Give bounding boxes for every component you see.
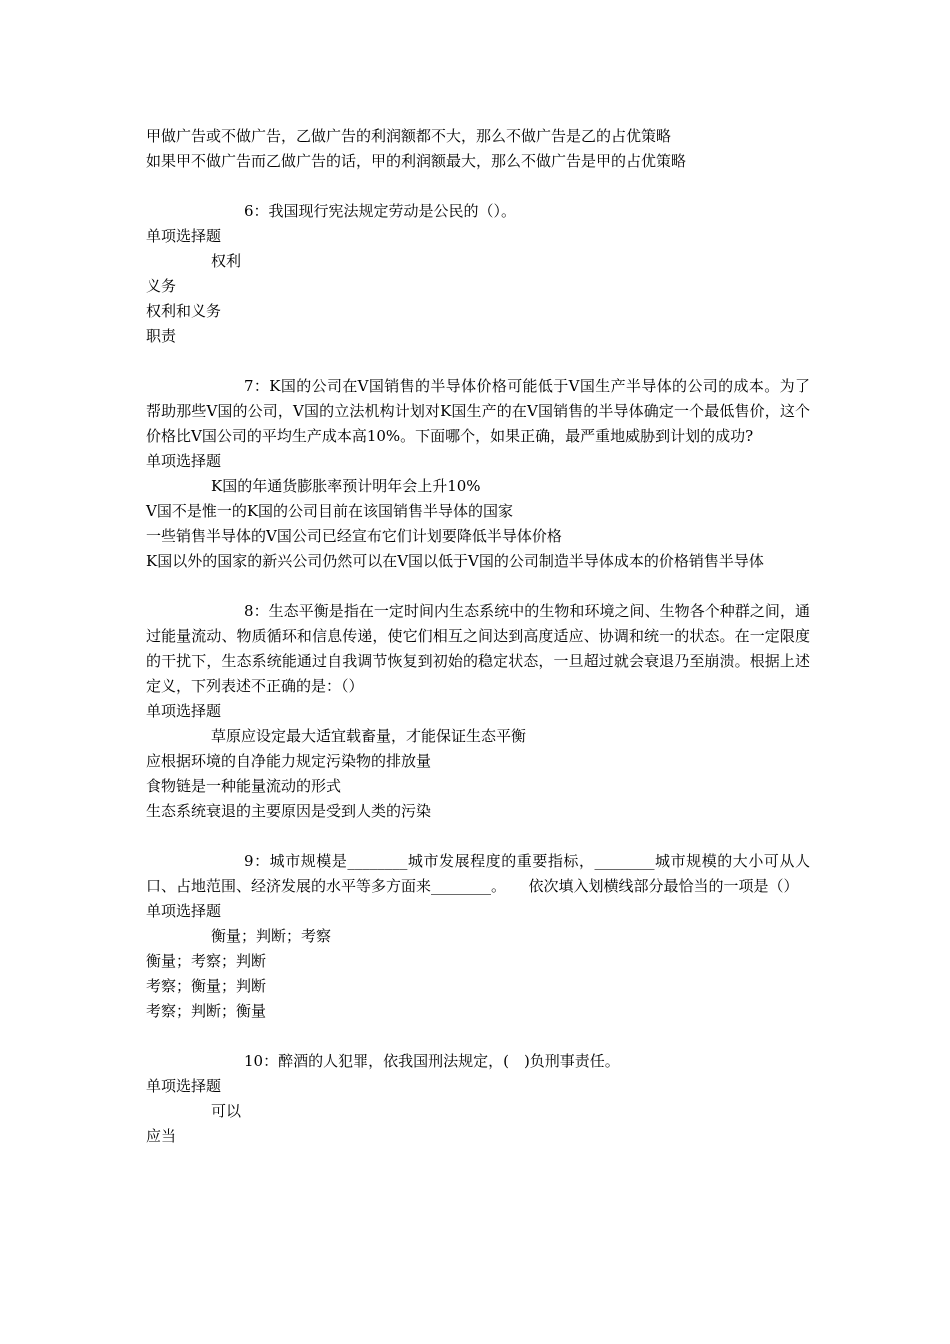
question-type: 单项选择题 xyxy=(146,227,222,245)
option-item: V国不是惟一的K国的公司目前在该国销售半导体的国家 xyxy=(146,502,514,520)
previous-question-options xyxy=(146,124,810,174)
option-item: 考察；判断；衡量 xyxy=(146,1002,267,1020)
question-text: 8：生态平衡是指在一定时间内生态系统中的生物和环境之间、生物各个种群之间，通过能量流动、物质循环和信息传递，使它们相互之间达到高度适应、协调和统一的状态。在一定限度的干扰下，生态系统能通过自我调节恢复到初始的稳定状态，一旦超过就会衰退乃至崩溃。根据上述定义，下列表述不正确的是：（） xyxy=(146,602,810,695)
question-text: 9：城市规模是________城市发展程度的重要指标，________城市规模的大小可从人口、占地范围、经济发展的水平等多方面来________。 依次填入划横线部分最恰当的一项是（） xyxy=(146,852,810,895)
document-page xyxy=(146,124,810,1149)
option-item: 生态系统衰退的主要原因是受到人类的污染 xyxy=(146,802,432,820)
question-type: 单项选择题 xyxy=(146,1077,222,1095)
question-6 xyxy=(146,199,810,349)
option-item: 如果甲不做广告而乙做广告的话，甲的利润额最大，那么不做广告是甲的占优策略 xyxy=(146,152,687,170)
option-item: 职责 xyxy=(146,327,177,345)
question-type: 单项选择题 xyxy=(146,452,222,470)
option-item: 草原应设定最大适宜载畜量，才能保证生态平衡 xyxy=(211,727,527,745)
question-text: 6：我国现行宪法规定劳动是公民的（）。 xyxy=(244,202,517,220)
option-item: K国的年通货膨胀率预计明年会上升10% xyxy=(211,477,481,495)
question-7 xyxy=(146,374,810,574)
option-item: 可以 xyxy=(211,1102,242,1120)
option-item: K国以外的国家的新兴公司仍然可以在V国以低于V国的公司制造半导体成本的价格销售半导体 xyxy=(146,552,764,570)
option-item: 义务 xyxy=(146,277,177,295)
option-item: 甲做广告或不做广告，乙做广告的利润额都不大，那么不做广告是乙的占优策略 xyxy=(146,127,672,145)
option-item: 应当 xyxy=(146,1127,177,1145)
option-item: 衡量；判断；考察 xyxy=(211,927,332,945)
question-type: 单项选择题 xyxy=(146,902,222,920)
question-type: 单项选择题 xyxy=(146,702,222,720)
option-item: 一些销售半导体的V国公司已经宣布它们计划要降低半导体价格 xyxy=(146,527,562,545)
question-text: 10：醉酒的人犯罪，依我国刑法规定，( )负刑事责任。 xyxy=(244,1052,620,1070)
question-text: 7：K国的公司在V国销售的半导体价格可能低于V国生产半导体的公司的成本。为了帮助那些V国的公司，V国的立法机构计划对K国生产的在V国销售的半导体确定一个最低售价，这个价格比V国公司的平均生产成本高10%。下面哪个，如果正确，最严重地威胁到计划的成功? xyxy=(146,377,810,445)
option-item: 衡量；考察；判断 xyxy=(146,952,267,970)
question-9 xyxy=(146,849,810,1024)
question-10 xyxy=(146,1049,810,1149)
option-item: 权利 xyxy=(211,252,242,270)
option-item: 应根据环境的自净能力规定污染物的排放量 xyxy=(146,752,432,770)
option-item: 权利和义务 xyxy=(146,302,222,320)
option-item: 考察；衡量；判断 xyxy=(146,977,267,995)
option-item: 食物链是一种能量流动的形式 xyxy=(146,777,342,795)
question-8 xyxy=(146,599,810,824)
